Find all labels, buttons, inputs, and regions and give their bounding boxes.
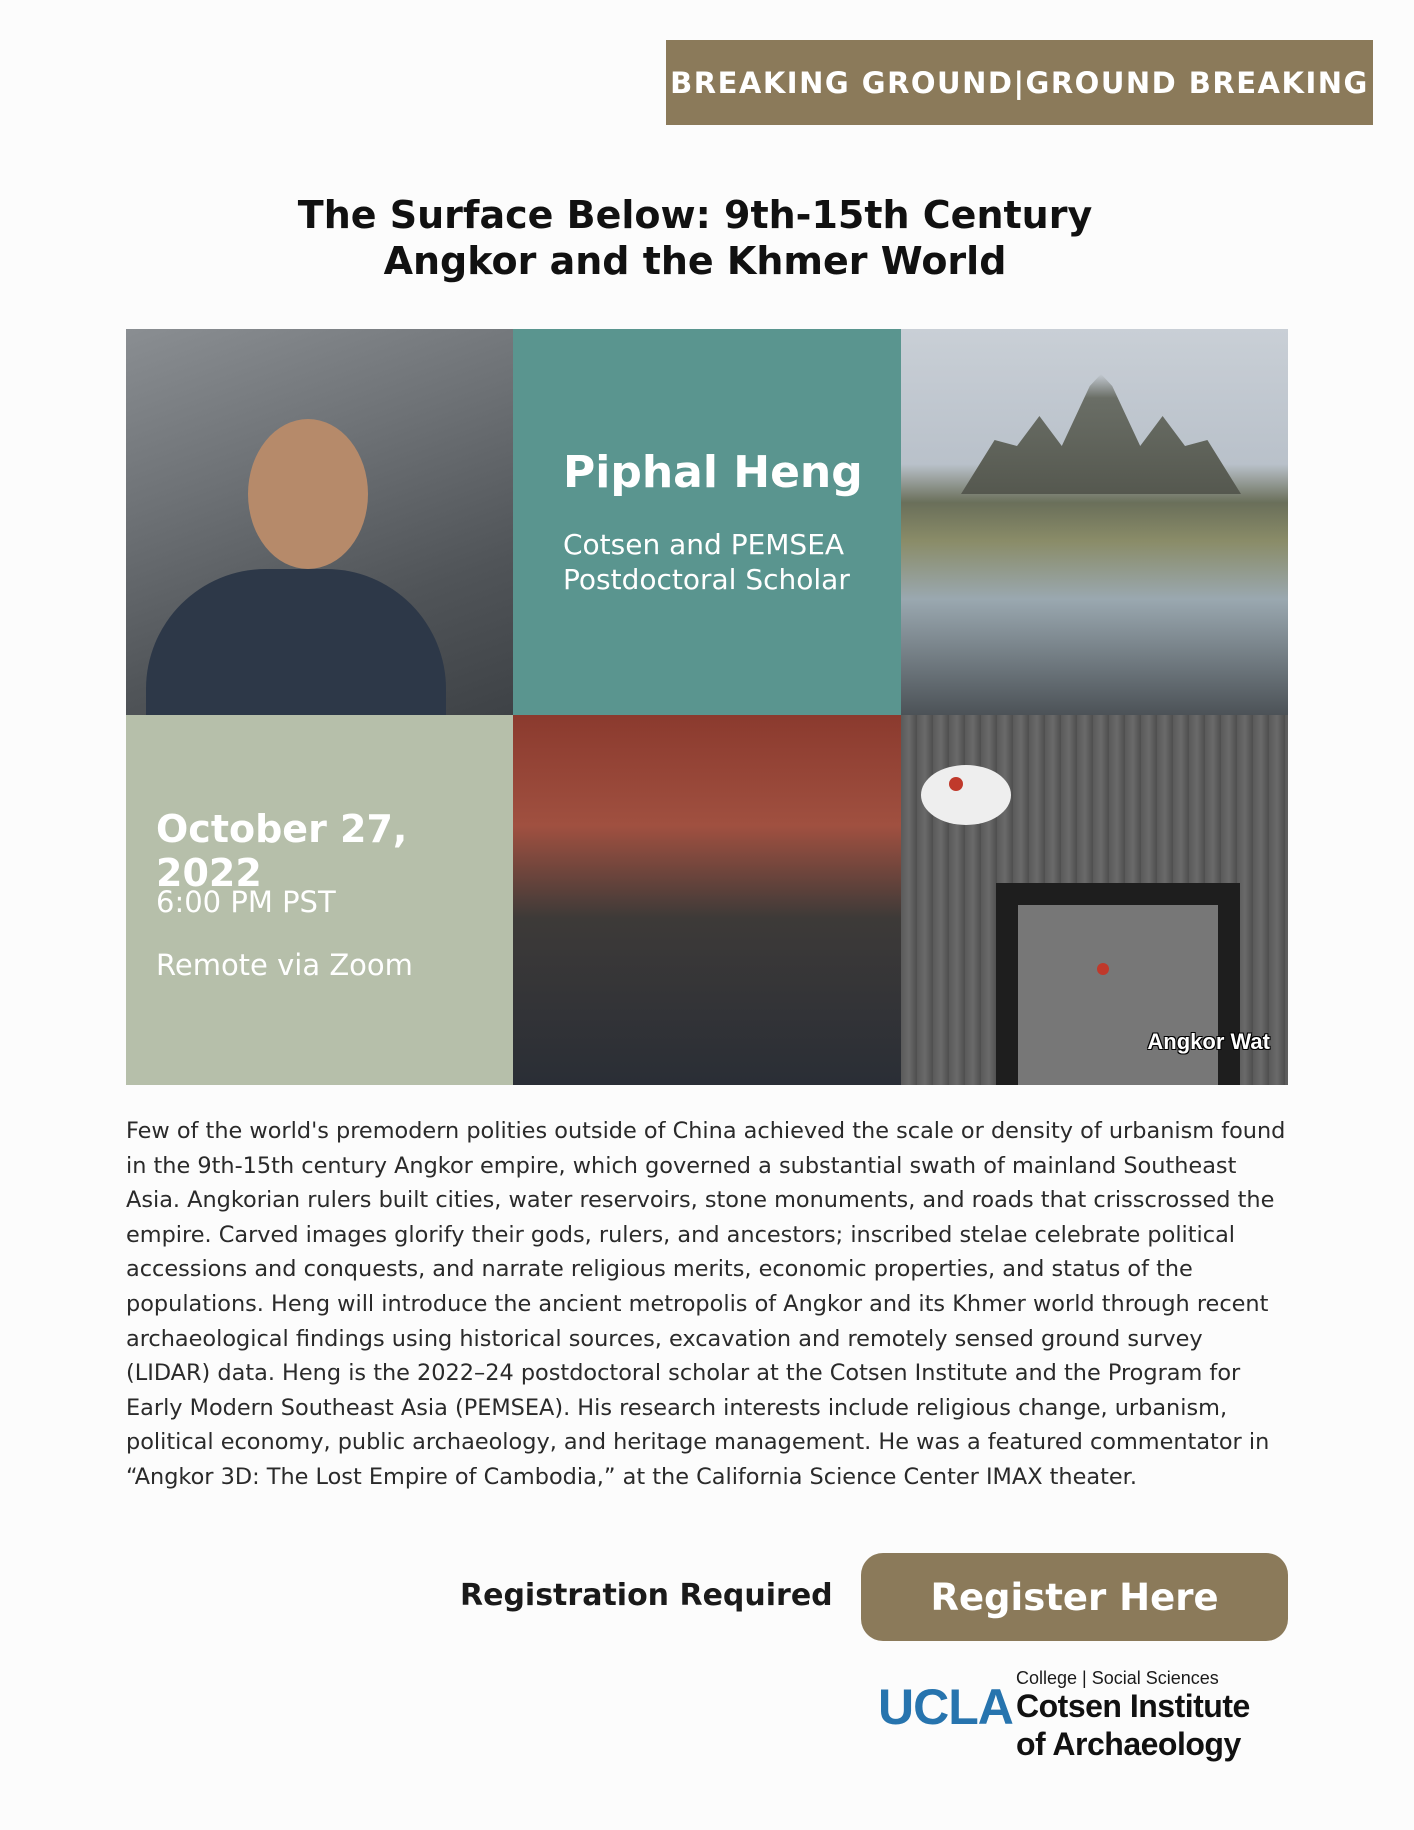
title-line-2: Angkor and the Khmer World — [383, 239, 1007, 283]
registration-note: Registration Required — [460, 1578, 833, 1613]
event-details-panel — [126, 715, 513, 1085]
lidar-marker-1 — [949, 777, 963, 791]
logo-line-1: Cotsen Institute — [1016, 1688, 1250, 1724]
speaker-role — [563, 527, 883, 597]
lidar-marker-2 — [1097, 963, 1109, 975]
page-title — [200, 192, 1190, 284]
ucla-wordmark: UCLA — [878, 1679, 1013, 1735]
event-description: Few of the world's premodern polities outside of China achieved the scale or density of urbanism found in the 9th-15th century Angkor empire, which governed a substantial swath of mainland Southeast Asia. Angkorian rulers built cities, water reservoirs, stone monuments, and roads that crisscrossed the empire. Carved images glorify their gods, rulers, and ancestors; inscribed stelae celebrate political accessions and conquests, and narrate religious merits, economic properties, and status of the populations. Heng will introduce the ancient metropolis of Angkor and its Khmer world through recent archaeological findings using historical sources, excavation and remotely sensed ground survey (LIDAR) data. Heng is the 2022–24 postdoctoral scholar at the Cotsen Institute and the Program for Early Modern Southeast Asia (PEMSEA). His research interests include religious change, urbanism, political economy, public archaeology, and heritage management. He was a featured commentator in “Angkor 3D: The Lost Empire of Cambodia,” at the California Science Center IMAX theater. — [126, 1118, 1286, 1490]
lidar-label: Angkor Wat — [1147, 1029, 1270, 1054]
event-date: October 27, 2022 — [156, 807, 408, 895]
logo-subtitle: College | Social Sciences — [1016, 1668, 1219, 1688]
speaker-role-line-2: Postdoctoral Scholar — [563, 563, 850, 596]
speaker-photo-head — [248, 419, 368, 569]
speaker-name: Piphal Heng — [563, 447, 863, 498]
temple-silhouette — [961, 374, 1241, 494]
speaker-panel — [513, 329, 901, 715]
register-button[interactable]: Register Here — [861, 1553, 1288, 1641]
speaker-photo — [126, 329, 513, 715]
logo-line-2: of Archaeology — [1016, 1726, 1241, 1762]
image-grid — [126, 329, 1288, 1085]
speaker-photo-body — [146, 569, 446, 715]
ucla-cotsen-logo[interactable] — [878, 1668, 1278, 1768]
banner-text: BREAKING GROUND|GROUND BREAKING — [670, 65, 1369, 100]
classroom-photo — [513, 715, 901, 1085]
header-banner — [666, 40, 1373, 125]
event-location: Remote via Zoom — [156, 948, 413, 982]
event-time: 6:00 PM PST — [156, 885, 336, 919]
angkor-temple-photo — [901, 329, 1288, 715]
lidar-oval-feature — [921, 765, 1011, 825]
title-line-1: The Surface Below: 9th-15th Century — [297, 193, 1093, 237]
speaker-role-line-1: Cotsen and PEMSEA — [563, 528, 845, 561]
lidar-map-image — [901, 715, 1288, 1085]
